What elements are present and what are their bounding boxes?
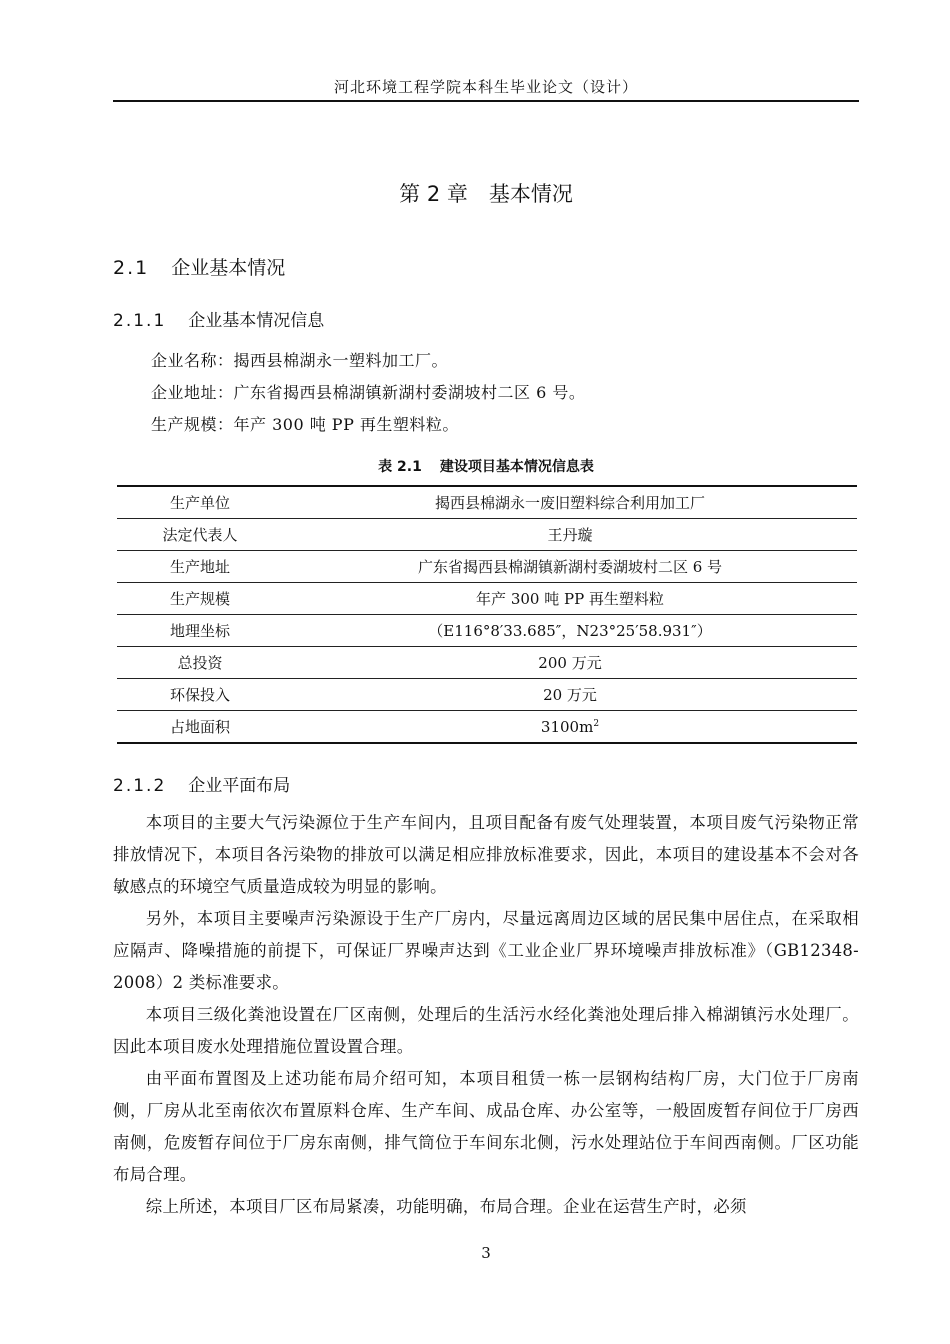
row-label: 生产单位 [117,486,283,519]
paragraph-summary: 综上所述，本项目厂区布局紧凑，功能明确，布局合理。企业在运营生产时，必须 [145,1197,747,1216]
section-number: 2.1.2 [113,776,167,796]
info-production-scale: 生产规模：年产 300 吨 PP 再生塑料粒。 [151,415,459,434]
section-2-1-1-heading [113,306,324,331]
section-number: 2.1 [113,257,150,279]
row-label: 生产地址 [117,551,283,583]
row-value: 年产 300 吨 PP 再生塑料粒 [283,583,857,615]
row-label: 生产规模 [117,583,283,615]
table-row [117,679,857,711]
section-title: 企业基本情况信息 [188,311,325,331]
paragraph-layout: 由平面布置图及上述功能布局介绍可知，本项目租赁一栋一层钢构结构厂房，大门位于厂房南侧，厂房从北至南依次布置原料仓库、生产车间、成品仓库、办公室等，一般固废暂存间位于厂房西南侧，危废暂存间位于厂房东南侧，排气筒位于车间东北侧，污水处理站位于车间西南侧。厂区功能布局合理。 [113,1069,859,1184]
paragraph-air-pollution: 本项目的主要大气污染源位于生产车间内，且项目配备有废气处理装置，本项目废气污染物正常排放情况下，本项目各污染物的排放可以满足相应排放标准要求，因此，本项目的建设基本不会对各敏感点的环境空气质量造成较为明显的影响。 [113,813,859,896]
row-label: 法定代表人 [117,519,283,551]
row-value: 广东省揭西县棉湖镇新湖村委湖坡村二区 6 号 [283,551,857,583]
table-caption-title: 建设项目基本情况信息表 [439,459,594,475]
row-value: 20 万元 [283,679,857,711]
header-rule [113,100,859,102]
row-label: 地理坐标 [117,615,283,647]
table-row [117,486,857,519]
table-caption [113,456,859,476]
row-label: 总投资 [117,647,283,679]
table-row [117,647,857,679]
area-value: 3100m [540,717,594,736]
section-2-1-2-heading [113,771,290,796]
row-value: （E116°8′33.685″，N23°25′58.931″） [283,615,857,647]
running-header: 河北环境工程学院本科生毕业论文（设计） [333,78,638,96]
table-row [117,551,857,583]
row-value [283,711,857,744]
section-title: 企业平面布局 [188,776,291,796]
section-title: 企业基本情况 [171,257,286,279]
paragraph-noise: 另外，本项目主要噪声污染源设于生产厂房内，尽量远离周边区域的居民集中居住点，在采取相应隔声、降噪措施的前提下，可保证厂界噪声达到《工业企业厂界环境噪声排放标准》（GB12348-2008）2 类标准要求。 [113,909,859,992]
section-2-1-heading [113,253,285,280]
row-value: 王丹璇 [283,519,857,551]
table-row [117,711,857,744]
table-row [117,615,857,647]
info-company-name: 企业名称：揭西县棉湖永一塑料加工厂。 [151,351,449,370]
info-company-address: 企业地址：广东省揭西县棉湖镇新湖村委湖坡村二区 6 号。 [151,383,586,402]
row-label: 占地面积 [117,711,283,744]
page-number: 3 [481,1244,491,1262]
row-value: 200 万元 [283,647,857,679]
area-unit-superscript: 2 [593,718,600,729]
table-caption-number: 表 2.1 [378,459,422,475]
row-value: 揭西县棉湖永一废旧塑料综合利用加工厂 [283,486,857,519]
paragraph-wastewater: 本项目三级化粪池设置在厂区南侧，处理后的生活污水经化粪池处理后排入棉湖镇污水处理厂。因此本项目废水处理措施位置设置合理。 [113,1005,859,1056]
project-info-table [117,485,857,744]
row-label: 环保投入 [117,679,283,711]
table-row [117,519,857,551]
chapter-title: 第 2 章 基本情况 [399,182,573,206]
table-row [117,583,857,615]
section-number: 2.1.1 [113,311,167,331]
